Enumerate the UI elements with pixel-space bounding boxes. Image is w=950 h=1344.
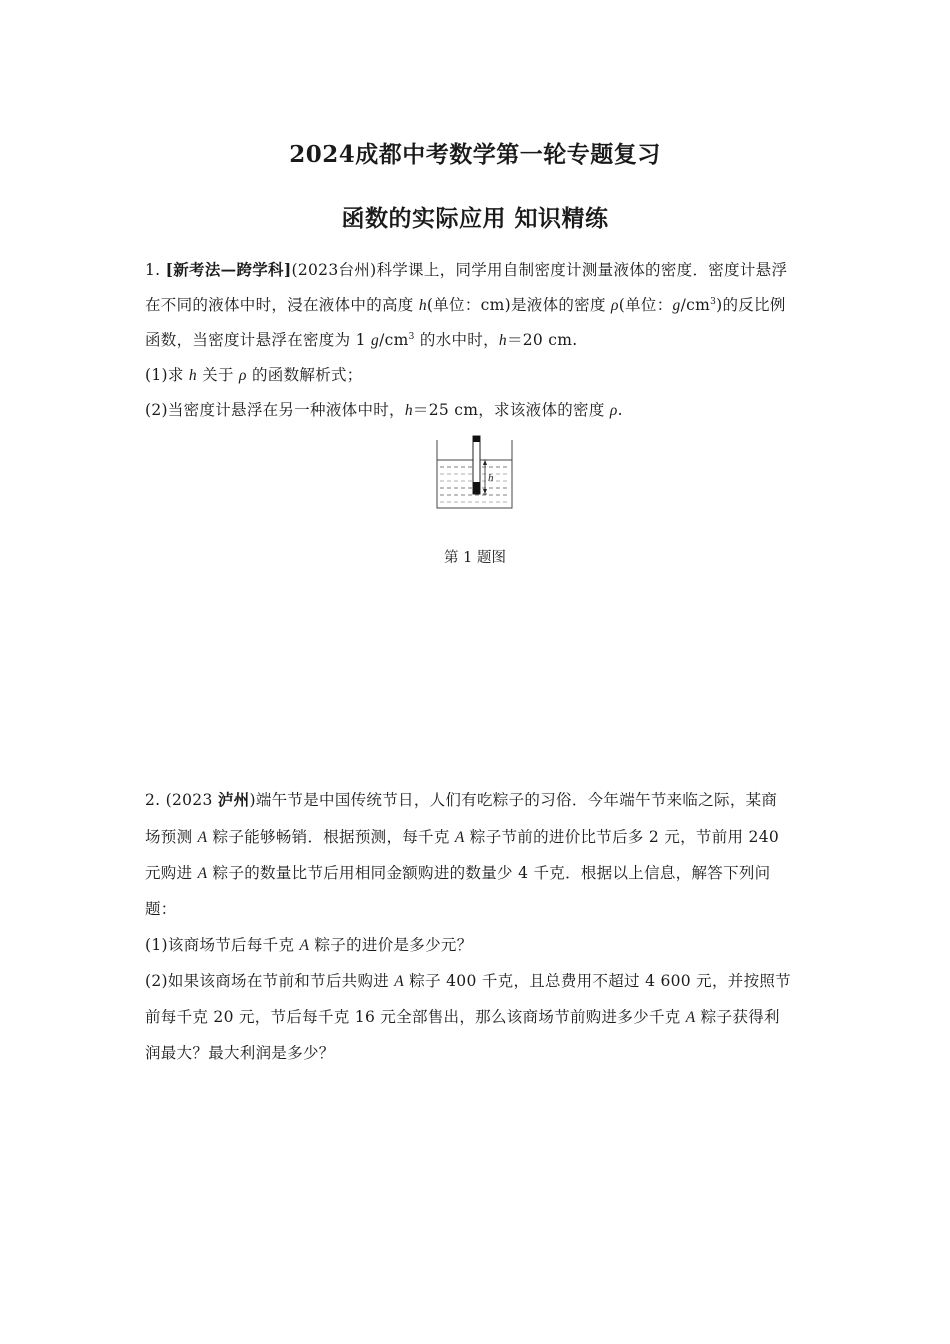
- var-rho: ρ: [611, 297, 619, 314]
- var-h: h: [404, 402, 413, 419]
- q1-text: 的水中时，: [414, 331, 499, 349]
- var-h: h: [188, 367, 197, 384]
- var-A: A: [454, 829, 465, 846]
- q2-source: (2023: [165, 791, 218, 809]
- q2-line-2: [145, 826, 810, 849]
- figure-label-h: h: [488, 472, 494, 484]
- q2-text: 前每千克 20 元，节后每千克 16 元全部售出，那么该商场节前购进多少千克: [145, 1008, 686, 1026]
- densimeter-figure: [430, 432, 520, 512]
- q2-text: 粽子 400 千克，且总费用不超过 4 600 元，并按照节: [404, 972, 791, 990]
- q2-text: (1)该商场节后每千克: [145, 936, 300, 954]
- q2-number: 2.: [145, 791, 166, 809]
- q1-number: 1.: [145, 261, 166, 279]
- q2-source: ): [249, 791, 256, 809]
- q2-text: (2)如果该商场在节前和节后共购进: [145, 972, 395, 990]
- q2-line-4: 题：: [145, 900, 177, 918]
- q2-line-3: [145, 862, 810, 885]
- q2-text: 场预测: [145, 828, 198, 846]
- q2-part-2-line-3: 润最大？最大利润是多少？: [145, 1044, 335, 1062]
- q2-text: 粽子的数量比节后用相同金额购进的数量少 4 千克．根据以上信息，解答下列问: [207, 864, 771, 882]
- q1-text: 的函数解析式；: [246, 366, 363, 384]
- unit-g: g: [672, 297, 681, 314]
- q2-source-city: 泸州: [217, 790, 250, 809]
- q2-part-2-line-1: [145, 970, 810, 993]
- q1-text: )的反比例: [716, 296, 786, 314]
- q2-text: 粽子获得利: [695, 1008, 780, 1026]
- var-h: h: [498, 332, 507, 349]
- var-A: A: [394, 973, 405, 990]
- var-A: A: [299, 937, 310, 954]
- q1-text: 在不同的液体中时，浸在液体中的高度: [145, 296, 419, 314]
- q2-text: 元购进: [145, 864, 198, 882]
- var-A: A: [197, 829, 208, 846]
- q1-text: (单位：cm)是液体的密度: [426, 296, 611, 314]
- page-subtitle: 函数的实际应用 知识精练: [341, 205, 609, 232]
- superscript: 3: [710, 297, 717, 307]
- q1-text: 函数，当密度计悬浮在密度为 1: [145, 331, 372, 349]
- q1-line-3: [145, 329, 810, 352]
- q2-line-1: [145, 789, 810, 811]
- q1-text: ＝25 cm，求该液体的密度: [412, 401, 610, 419]
- q1-line-2: [145, 294, 810, 317]
- var-h: h: [418, 297, 427, 314]
- q1-tag: [新考法—跨学科]: [165, 260, 292, 279]
- q2-text: 粽子节前的进价比节后多 2 元，节前用 240: [464, 828, 780, 846]
- densimeter-diagram-icon: [430, 432, 520, 512]
- q2-part-1: [145, 934, 810, 957]
- q2-text: 端午节是中国传统节日，人们有吃粽子的习俗．今年端午节来临之际，某商: [255, 791, 778, 809]
- var-rho: ρ: [239, 367, 247, 384]
- q1-text: 关于: [196, 366, 240, 384]
- superscript: 3: [408, 332, 415, 342]
- q1-text: .: [617, 401, 623, 419]
- q2-text: 粽子的进价是多少元？: [309, 936, 473, 954]
- figure-caption: 第 1 题图: [444, 550, 506, 566]
- q1-part-2: [145, 399, 810, 422]
- q1-part-1: [145, 364, 810, 387]
- q1-text: (单位：: [618, 296, 673, 314]
- unit-cm: /cm: [379, 331, 409, 349]
- unit-g: g: [371, 332, 380, 349]
- q1-line-1: [145, 259, 810, 281]
- q1-text: (2)当密度计悬浮在另一种液体中时，: [145, 401, 405, 419]
- page-title: 2024成都中考数学第一轮专题复习: [289, 141, 661, 168]
- q1-text: ＝20 cm.: [506, 331, 578, 349]
- var-A: A: [197, 865, 208, 882]
- var-rho: ρ: [609, 402, 618, 419]
- q2-text: 粽子能够畅销．根据预测，每千克: [207, 828, 455, 846]
- q2-part-2-line-2: [145, 1006, 810, 1029]
- q1-text: (1)求: [145, 366, 189, 384]
- var-A: A: [685, 1009, 696, 1026]
- q1-source: (2023台州): [291, 261, 377, 279]
- q1-text: 科学课上，同学用自制密度计测量液体的密度．密度计悬浮: [376, 261, 788, 279]
- unit-cm: /cm: [680, 296, 711, 314]
